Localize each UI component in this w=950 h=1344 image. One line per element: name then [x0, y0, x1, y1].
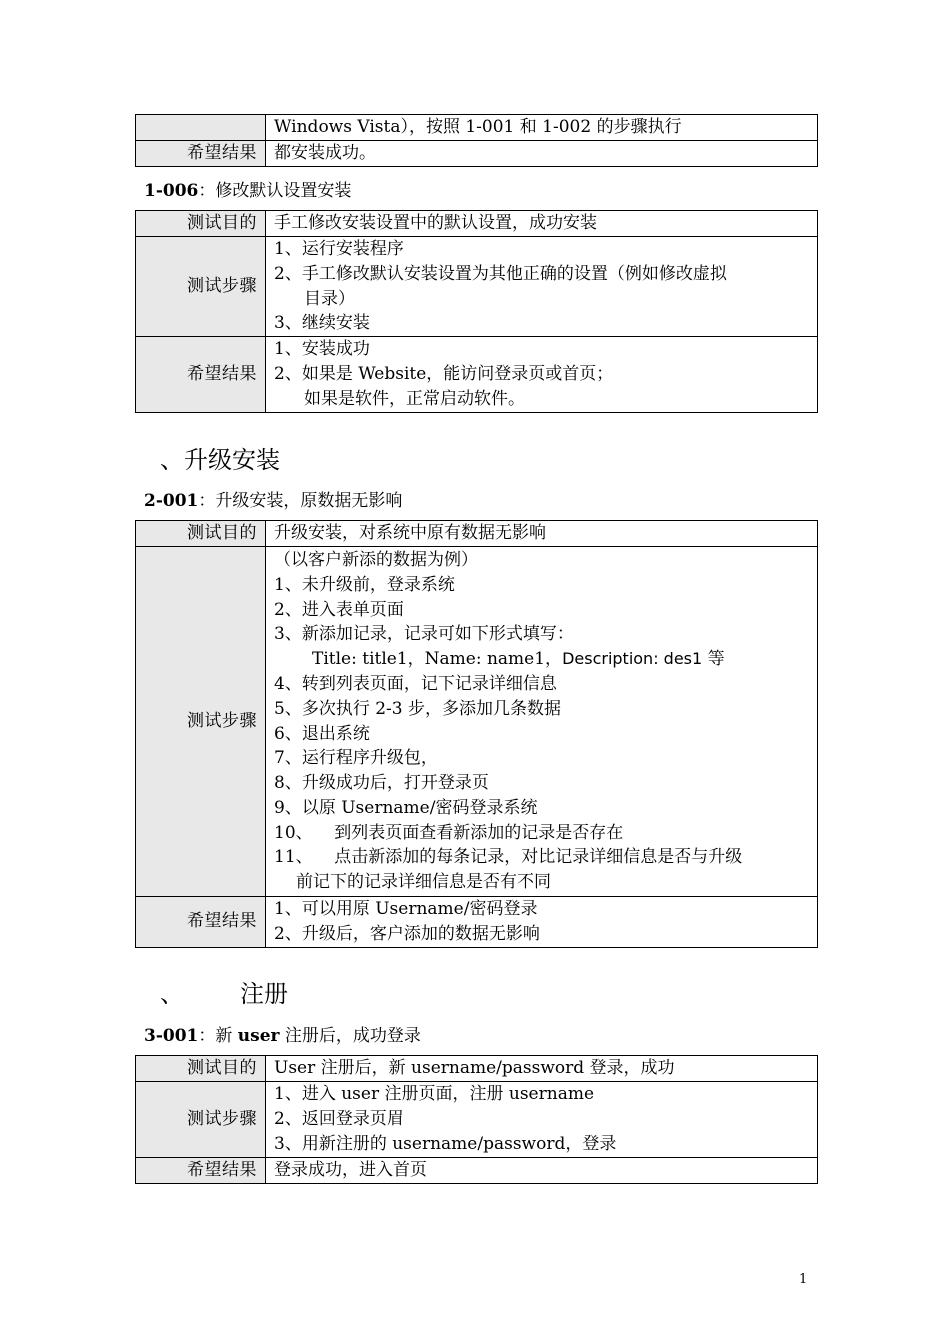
result-line: 1、可以用原 Username/密码登录	[274, 899, 538, 919]
step-line: 1、未升级前，登录系统	[274, 574, 455, 595]
step-line: 3、新添加记录，记录可如下形式填写：	[274, 624, 574, 645]
section-heading-upgrade	[160, 440, 280, 475]
purpose-value: User 注册后，新 username/password 登录，成功	[266, 1056, 818, 1082]
step-line: （以客户新添的数据为例）	[274, 549, 478, 570]
result-line: 2、如果是 Website，能访问登录页或首页；	[274, 364, 614, 385]
case-title-pre: 新	[215, 1026, 238, 1046]
empty-label-cell	[136, 115, 266, 141]
table-2-001	[135, 520, 818, 948]
table-3-001	[135, 1055, 818, 1184]
steps-value	[266, 237, 818, 337]
page-number: 1	[799, 1272, 808, 1287]
step-line: 2、进入表单页面	[274, 599, 404, 620]
step-line: 1、进入 user 注册页面，注册 username	[274, 1084, 595, 1105]
step-example-line	[274, 647, 817, 672]
step-line: 2、手工修改默认安装设置为其他正确的设置（例如修改虚拟	[274, 263, 727, 284]
step-line: 7、运行程序升级包，	[274, 748, 438, 769]
result-line: 如果是软件，正常启动软件。	[304, 389, 525, 410]
step-line: 3、继续安装	[274, 313, 370, 334]
section-mark: 、	[160, 446, 184, 474]
result-value	[266, 897, 818, 948]
result-line: 2、升级后，客户添加的数据无影响	[274, 923, 540, 944]
case-sep: ：	[198, 1026, 216, 1046]
section-mark: 、	[160, 980, 184, 1008]
example-description: Description: des1	[562, 649, 703, 669]
result-label: 希望结果	[136, 337, 266, 413]
step-line: 10、 到列表页面查看新添加的记录是否存在	[274, 822, 624, 843]
case-id: 3-001	[144, 1026, 199, 1046]
result-label: 希望结果	[136, 1158, 266, 1184]
step-line: 8、升级成功后，打开登录页	[274, 773, 489, 794]
step-line: 4、转到列表页面，记下记录详细信息	[274, 673, 557, 694]
purpose-value: 手工修改安装设置中的默认设置，成功安装	[266, 211, 818, 237]
case-title-post: 注册后，成功登录	[279, 1026, 421, 1046]
step-line: 1、运行安装程序	[274, 239, 404, 259]
result-value: 都安装成功。	[266, 141, 818, 167]
result-value: 登录成功，进入首页	[266, 1158, 818, 1184]
step-line: 2、返回登录页眉	[274, 1109, 404, 1130]
section-title: 升级安装	[184, 446, 280, 474]
step-line: 前记下的记录详细信息是否有不同	[296, 872, 551, 893]
section-title: 注册	[240, 980, 288, 1008]
purpose-label: 测试目的	[136, 1056, 266, 1082]
step-line: 5、多次执行 2-3 步，多添加几条数据	[274, 698, 561, 719]
case-title-bold: user	[237, 1026, 280, 1046]
case-sep: ：	[198, 181, 216, 201]
steps-label: 测试步骤	[136, 547, 266, 897]
result-value	[266, 337, 818, 413]
steps-continuation: Windows Vista），按照 1-001 和 1-002 的步骤执行	[266, 115, 818, 141]
case-id: 1-006	[144, 181, 199, 201]
table-continuation	[135, 114, 818, 167]
step-line: 9、以原 Username/密码登录系统	[274, 797, 538, 818]
purpose-label: 测试目的	[136, 211, 266, 237]
example-suffix: 等	[702, 649, 725, 670]
case-title: 修改默认设置安装	[215, 181, 352, 201]
case-id: 2-001	[144, 491, 199, 511]
step-line: 6、退出系统	[274, 723, 370, 744]
steps-value	[266, 547, 818, 897]
result-label: 希望结果	[136, 897, 266, 948]
example-text: Title: title1，Name: name1，	[312, 649, 563, 670]
table-1-006	[135, 210, 818, 413]
case-title: 升级安装，原数据无影响	[215, 491, 403, 511]
step-line: 11、 点击新添加的每条记录，对比记录详细信息是否与升级	[274, 847, 743, 868]
purpose-value: 升级安装，对系统中原有数据无影响	[266, 521, 818, 547]
case-heading-2-001	[144, 486, 402, 511]
result-line: 1、安装成功	[274, 339, 370, 360]
steps-label: 测试步骤	[136, 237, 266, 337]
step-line: 3、用新注册的 username/password，登录	[274, 1133, 617, 1154]
case-heading-1-006	[144, 176, 351, 201]
section-heading-register	[160, 974, 288, 1009]
case-sep: ：	[198, 491, 216, 511]
case-heading-3-001	[144, 1021, 421, 1046]
steps-value	[266, 1082, 818, 1158]
result-label: 希望结果	[136, 141, 266, 167]
step-line: 目录）	[304, 288, 355, 309]
purpose-label: 测试目的	[136, 521, 266, 547]
steps-label: 测试步骤	[136, 1082, 266, 1158]
